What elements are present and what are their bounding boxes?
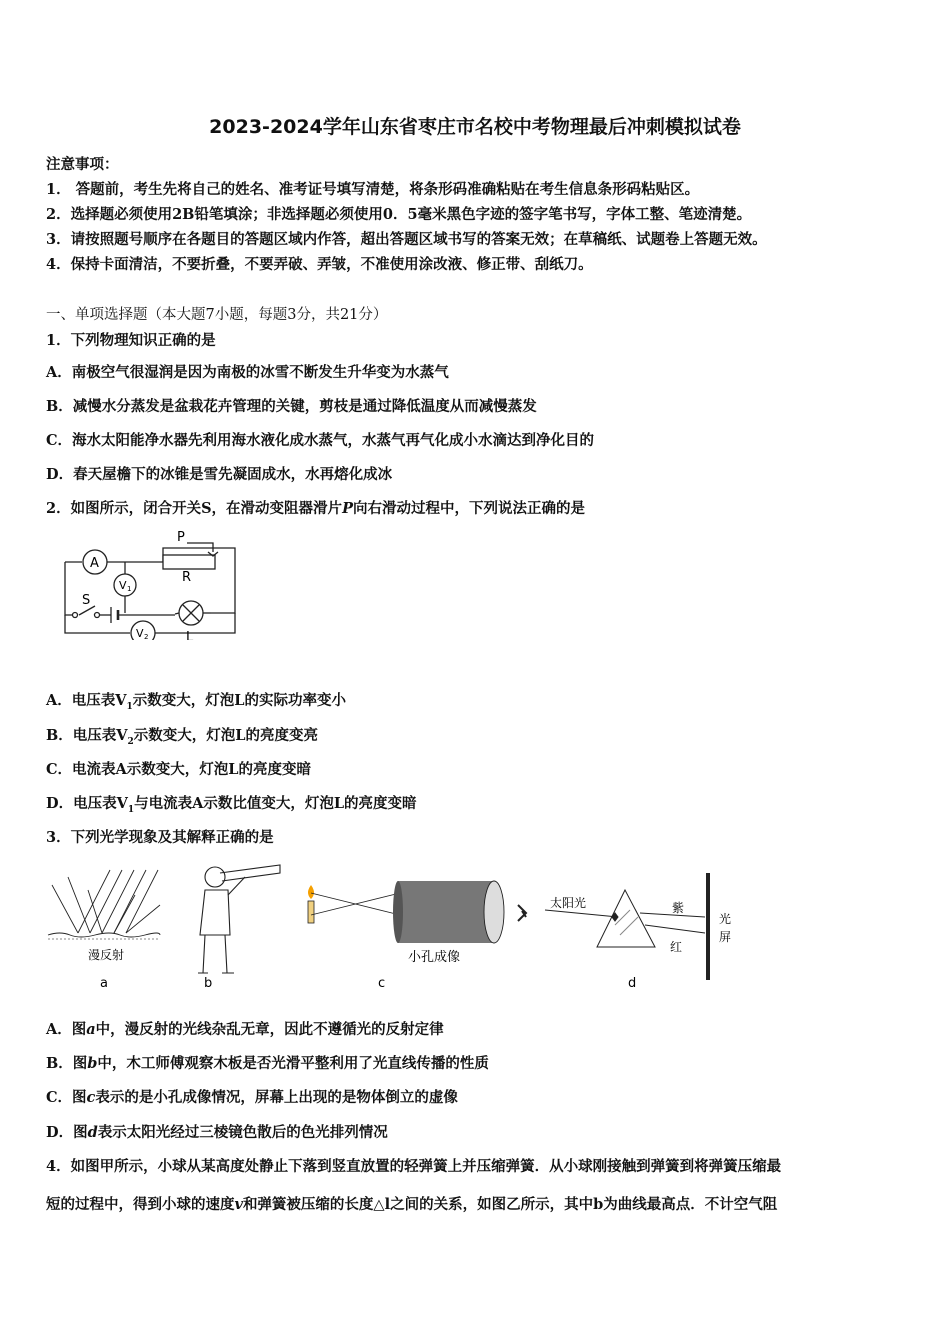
figure-b-label: b	[204, 976, 213, 991]
option-text: 中，漫反射的光线杂乱无章，因此不遵循光的反射定律	[95, 1021, 444, 1038]
figure-d-prism	[545, 873, 708, 980]
voltmeter-2-subscript: 2	[144, 633, 149, 640]
page-title: 2023-2024学年山东省枣庄市名校中考物理最后冲刺模拟试卷	[209, 116, 741, 138]
rheostat-resistor	[163, 555, 215, 569]
head	[205, 867, 225, 887]
line-text: 短的过程中，得到小球的速度	[46, 1196, 235, 1213]
figure-c-caption: 小孔成像	[408, 950, 461, 965]
option-text: B．图	[46, 1055, 88, 1072]
option-text: C．电流表A示数变大，灯泡L的亮度变暗	[46, 761, 311, 778]
candle-flame	[308, 885, 314, 899]
question-2-stem	[46, 497, 585, 518]
figure-a-diffuse-reflection	[48, 870, 160, 939]
switch-label: S	[82, 593, 91, 608]
camera-back	[393, 881, 403, 943]
question-3-option-d	[46, 1121, 388, 1142]
question-2-option-a	[46, 689, 346, 712]
prism-hatch	[615, 910, 638, 935]
optics-figures	[40, 855, 760, 995]
question-4-line-2	[46, 1193, 777, 1214]
option-text: 表示的是小孔成像情况，屏幕上出现的是物体倒立的虚像	[95, 1089, 458, 1106]
question-3-stem: 3．下列光学现象及其解释正确的是	[46, 829, 274, 846]
option-text: 表示太阳光经过三棱镜色散后的色光排列情况	[97, 1124, 388, 1141]
notice-item: 4．保持卡面清洁，不要折叠，不要弄破、弄皱，不准使用涂改液、修正带、刮纸刀。	[46, 256, 593, 273]
body	[200, 890, 230, 935]
rheostat-label: R	[182, 570, 192, 585]
light-rays	[311, 893, 400, 915]
option-text: D．图	[46, 1124, 88, 1141]
option-variable: c	[86, 1089, 96, 1106]
option-text: C．图	[46, 1089, 87, 1106]
option-text: 示数变大，灯泡L的实际功率变小	[132, 692, 346, 709]
incident-rays	[78, 870, 158, 933]
question-3-option-c	[46, 1086, 458, 1107]
camera-screen	[484, 881, 504, 943]
screen-label-1: 光	[719, 912, 732, 926]
figure-a-label: a	[100, 976, 108, 991]
stem-suffix: 向右滑动过程中，下列说法正确的是	[352, 500, 585, 517]
option-text: 中，木工师傅观察木板是否光滑平整利用了光直线传播的性质	[97, 1055, 489, 1072]
notice-item: 1． 答题前，考生先将自己的姓名、准考证号填写清楚，将条形码准确粘贴在考生信息条形码粘贴区。	[46, 181, 700, 198]
figure-c-pinhole	[308, 881, 526, 943]
stem-prefix: 2．如图所示，闭合开关S，在滑动变阻器滑片	[46, 500, 343, 517]
question-1-option-d: D．春天屋檐下的冰锥是雪先凝固成水，水再熔化成冰	[46, 466, 393, 483]
question-1-stem: 1．下列物理知识正确的是	[46, 332, 216, 349]
option-subscript: 2	[127, 736, 134, 747]
option-variable: a	[86, 1021, 96, 1038]
option-text: D．电压表V	[46, 795, 128, 812]
question-4-line-1: 4．如图甲所示，小球从某高度处静止下落到竖直放置的轻弹簧上并压缩弹簧．从小球刚接触到弹簧到将弹簧压缩最	[46, 1158, 782, 1175]
camera-box	[398, 881, 494, 943]
option-variable: b	[87, 1055, 98, 1072]
question-1-option-b: B．减慢水分蒸发是盆栽花卉管理的关键，剪枝是通过降低温度从而减慢蒸发	[46, 398, 537, 415]
option-text: A．图	[46, 1021, 87, 1038]
figure-d-label: d	[628, 976, 637, 991]
rough-surface	[48, 933, 160, 937]
notice-item: 2．选择题必须使用2B铅笔填涂；非选择题必须使用0．5毫米黑色字迹的签字笔书写，字体工整、笔迹清楚。	[46, 206, 752, 223]
option-variable: d	[87, 1124, 98, 1141]
option-text: 与电流表A示数比值变大，灯泡L的亮度变暗	[134, 795, 417, 812]
question-1-option-c: C．海水太阳能净水器先利用海水液化成水蒸气，水蒸气再气化成小水滴达到净化目的	[46, 432, 595, 449]
notice-heading: 注意事项：	[46, 156, 119, 173]
notice-item: 3．请按照题号顺序在各题目的答题区域内作答，超出答题区域书写的答案无效；在草稿纸、试题卷上答题无效。	[46, 231, 767, 248]
option-subscript: 1	[126, 701, 133, 712]
wooden-board	[220, 865, 280, 881]
figure-a-caption: 漫反射	[88, 948, 125, 962]
line-variable: v	[234, 1196, 243, 1213]
screen-label-2: 屏	[719, 930, 732, 944]
question-2-option-d	[46, 792, 417, 815]
red-ray	[645, 925, 705, 933]
question-1-option-a: A．南极空气很湿润是因为南极的冰雪不断发生升华变为水蒸气	[46, 364, 449, 381]
voltmeter-2-label: V	[136, 627, 144, 640]
line-text: 和弹簧被压缩的长度△l之间的关系，如图乙所示，其中b为曲线最高点．不计空气阻	[242, 1196, 778, 1213]
legs	[203, 935, 227, 973]
circuit-diagram	[55, 525, 245, 640]
purple-label: 紫	[672, 901, 685, 915]
option-subscript: 1	[127, 804, 135, 815]
switch-terminal	[95, 613, 100, 618]
lamp-label: L	[186, 630, 194, 640]
red-label: 红	[670, 940, 683, 954]
question-3-option-a	[46, 1018, 444, 1039]
question-2-option-b	[46, 724, 318, 747]
wire	[65, 562, 72, 615]
prism	[597, 890, 655, 947]
incident-ray	[545, 910, 618, 917]
slider-label: P	[177, 530, 185, 545]
switch-terminal	[73, 613, 78, 618]
figure-c-label: c	[378, 976, 386, 991]
option-text: B．电压表V	[46, 727, 128, 744]
sunlight-label: 太阳光	[550, 896, 587, 910]
figure-b-carpenter	[198, 865, 280, 973]
section-heading: 一、单项选择题（本大题7小题，每题3分，共21分）	[46, 307, 388, 323]
option-text: A．电压表V	[46, 692, 127, 709]
question-2-option-c	[46, 758, 311, 781]
ammeter-label: A	[90, 556, 99, 571]
candle	[308, 901, 314, 923]
question-3-option-b	[46, 1052, 489, 1073]
stem-variable: P	[342, 500, 353, 517]
option-text: 示数变大，灯泡L的亮度变亮	[133, 727, 318, 744]
voltmeter-1-label: V	[119, 579, 127, 592]
inverted-image	[518, 905, 526, 921]
voltmeter-1-subscript: 1	[127, 585, 132, 593]
